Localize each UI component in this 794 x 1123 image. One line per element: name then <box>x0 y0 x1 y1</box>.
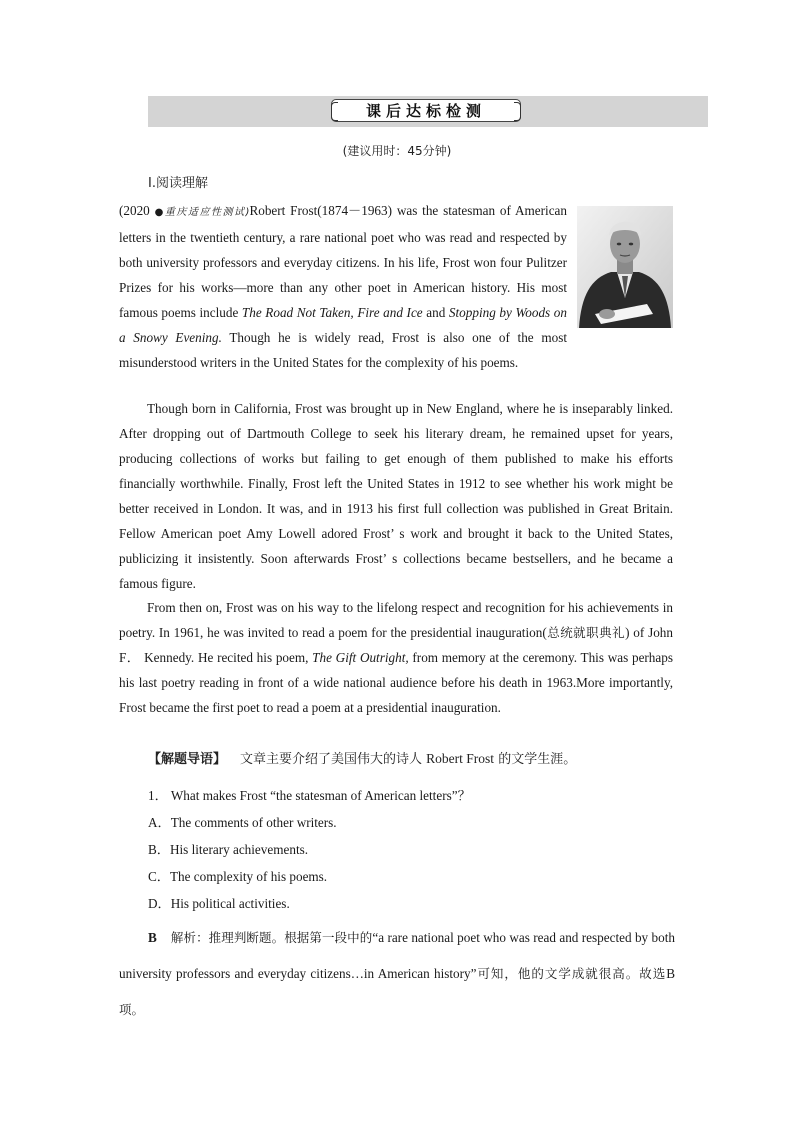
poem-title-1: The Road Not Taken, Fire and Ice <box>241 305 423 320</box>
analysis-choice: B <box>666 966 675 981</box>
p1-intro: Robert Frost(1874－1963) was the statesman of American letters in the twentieth century, a rare national poet who was read and respected by both university professors and everyday citizens. In his life, Frost won four Pulitzer Prizes for his works—more than any other poet in American history. His most famous poems include <box>119 203 567 320</box>
p1-end: Though he is widely read, Frost is also one of the most misunderstood writers in the United States for the complexity of his poems. <box>119 330 567 370</box>
answer-letter: B <box>148 930 157 945</box>
p3-part-a: From then on, Frost was on his way to the lifelong respect and recognition for his achievements in poetry. In 1961, he was invited to read a poem for the presidential inauguration( <box>119 600 673 640</box>
analysis-end: 项。 <box>119 1002 145 1017</box>
p3-part-c: from memory at the ceremony. This was perhaps his last poetry reading in front of a wide national audience before his death in 1963.More importantly, Frost became the first poet to read a poem at a presidential inauguration. <box>119 650 673 715</box>
analysis-conclusion: 可知，他的文学成就很高。故选 <box>476 966 667 981</box>
p3-chinese-gloss: 总统就职典礼 <box>546 625 626 640</box>
question-number: 1． <box>148 788 168 803</box>
guide-text-name: Robert Frost <box>426 751 495 766</box>
poem-title-3: The Gift Outright, <box>312 650 409 665</box>
passage-paragraph-2 <box>119 396 673 596</box>
passage-paragraph-3 <box>119 595 673 720</box>
poem-title-2: Stopping by Woods on a Snowy Evening. <box>119 305 567 345</box>
title-banner <box>148 96 708 127</box>
banner-title: 课后达标检测 <box>331 99 521 122</box>
answer-analysis <box>119 920 675 1028</box>
option-b: B．His literary achievements. <box>148 842 309 857</box>
analysis-label: 解析：推理判断题。根据第一段中的 <box>170 930 373 945</box>
question-text: What makes Frost “the statesman of American letters”？ <box>170 788 471 803</box>
option-a: A．The comments of other writers. <box>148 815 337 830</box>
guide-text-cn-2: 的文学生涯。 <box>498 752 577 767</box>
portrait-photo-icon <box>577 206 673 328</box>
passage-paragraph-1 <box>119 198 673 375</box>
time-hint: (建议用时：45分钟) <box>342 144 452 158</box>
guide-text-cn: 文章主要介绍了美国伟大的诗人 <box>240 752 423 767</box>
p3-text <box>119 595 673 720</box>
section-heading: Ⅰ.阅读理解 <box>148 176 208 191</box>
source-year: (2020 <box>119 203 150 218</box>
p3-part-b: ) of John F． Kennedy. He recited his poem, <box>119 625 673 665</box>
option-c: C．The complexity of his poems. <box>148 869 328 884</box>
reading-guide <box>148 748 576 767</box>
p2-text: Though born in California, Frost was brought up in New England, where he is inseparably linked. After dropping out of Dartmouth College to seek his literary dream, he remained upset for years, producing collections of works but failing to get enough of them published to make his efforts financially worthwhile. Finally, Frost left the United States in 1912 to see whether his work might be better received in London. It was, and in 1913 his first full collection was published in Great Britain. Fellow American poet Amy Lowell adored Frost’ s work and brought it back to the United States, publicizing it insistently. Soon afterwards Frost’ s collections became bestsellers, and he became a famous figure. <box>119 401 673 591</box>
option-d: D．His political activities. <box>148 896 290 911</box>
analysis-quote: “a rare national poet who was read and respected by both university professors and everyday citizens…in American history” <box>119 930 675 981</box>
question-1-stem <box>148 785 471 804</box>
guide-label: 【解题导语】 <box>148 752 227 767</box>
source-tag: ●重庆适应性测试) <box>154 207 250 218</box>
p1-and: and <box>422 305 449 320</box>
